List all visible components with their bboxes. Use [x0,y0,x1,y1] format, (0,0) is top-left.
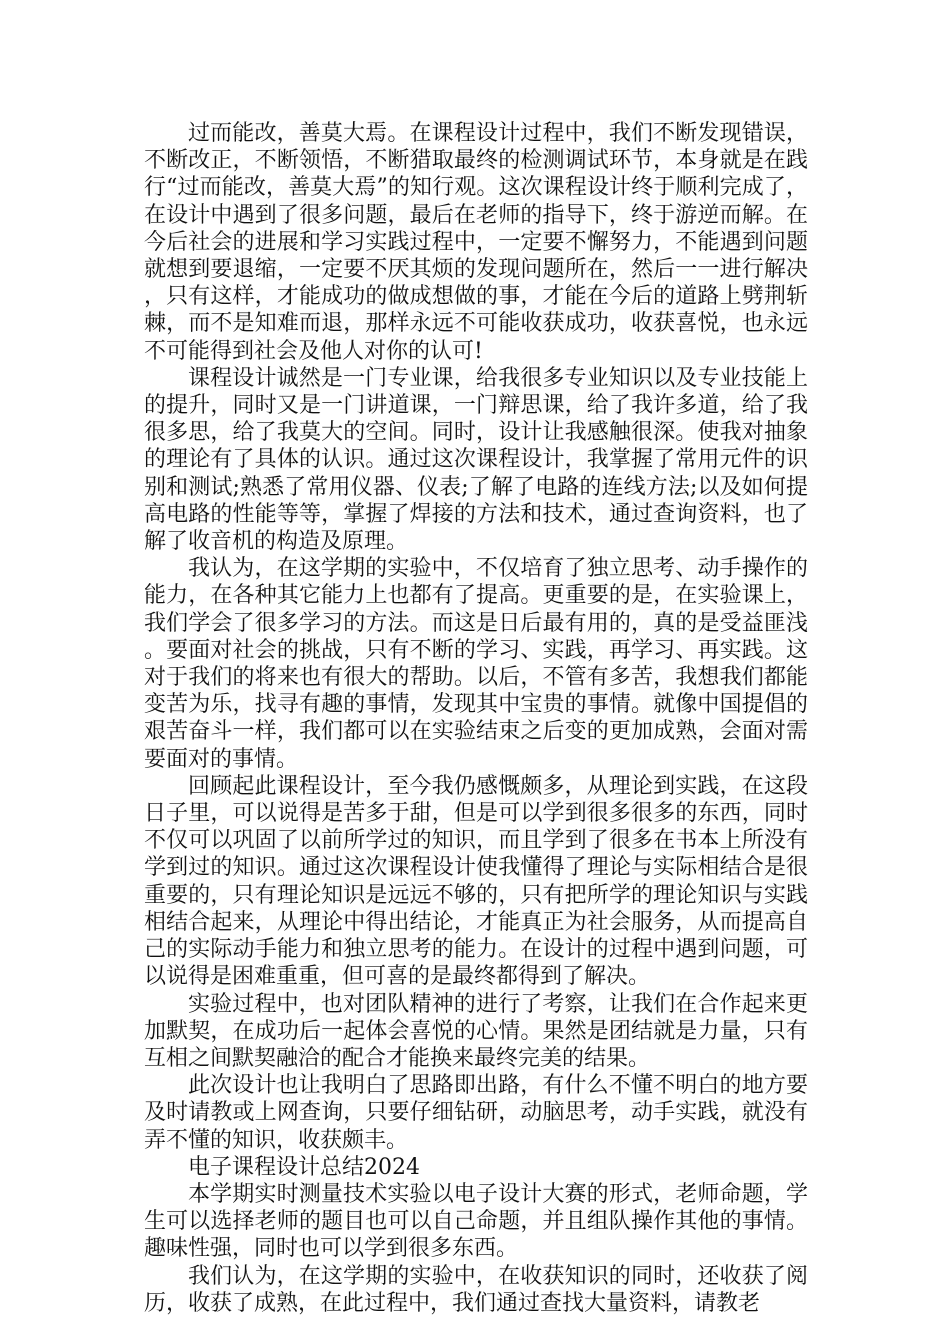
paragraph-7: 本学期实时测量技术实验以电子设计大赛的形式，老师命题，学生可以选择老师的题目也可以自己命题，并且组队操作其他的事情。趣味性强，同时也可以学到很多东西。 [144,1181,808,1262]
paragraph-4: 回顾起此课程设计，至今我仍感慨颇多，从理论到实践，在这段日子里，可以说得是苦多于甜，但是可以学到很多很多的东西，同时不仅可以巩固了以前所学过的知识，而且学到了很多在书本上所没有学到过的知识。通过这次课程设计使我懂得了理论与实际相结合是很重要的，只有理论知识是远远不够的，只有把所学的理论知识与实践相结合起来，从理论中得出结论，才能真正为社会服务，从而提高自己的实际动手能力和独立思考的能力。在设计的过程中遇到问题，可以说得是困难重重，但可喜的是最终都得到了解决。 [144,773,808,990]
paragraph-6: 此次设计也让我明白了思路即出路，有什么不懂不明白的地方要及时请教或上网查询，只要仔细钻研，动脑思考，动手实践，就没有弄不懂的知识，收获颇丰。 [144,1073,808,1153]
paragraph-8: 我们认为，在这学期的实验中，在收获知识的同时，还收获了阅历，收获了成熟，在此过程中，我们通过查找大量资料，请教老 [144,1263,808,1316]
paragraph-1: 过而能改，善莫大焉。在课程设计过程中，我们不断发现错误，不断改正，不断领悟，不断猎取最终的检测调试环节，本身就是在践行“过而能改，善莫大焉”的知行观。这次课程设计终于顺利完成了，在设计中遇到了很多问题，最后在老师的指导下，终于游逆而解。在今后社会的进展和学习实践过程中，一定要不懈努力，不能遇到问题就想到要退缩，一定要不厌其烦的发现问题所在，然后一一进行解决，只有这样，才能成功的做成想做的事，才能在今后的道路上劈荆斩棘，而不是知难而退，那样永远不可能收获成功，收获喜悦，也永远不可能得到社会及他人对你的认可! [144,121,808,364]
paragraph-2: 课程设计诚然是一门专业课，给我很多专业知识以及专业技能上的提升，同时又是一门讲道课，一门辩思课，给了我许多道，给了我很多思，给了我莫大的空间。同时，设计让我感触很深。使我对抽象的理论有了具体的认识。通过这次课程设计，我掌握了常用元件的识别和测试;熟悉了常用仪器、仪表;了解了电路的连线方法;以及如何提高电路的性能等等，掌握了焊接的方法和技术，通过查询资料，也了解了收音机的构造及原理。 [144,365,808,555]
paragraph-5: 实验过程中，也对团队精神的进行了考察，让我们在合作起来更加默契，在成功后一起体会喜悦的心情。果然是团结就是力量，只有互相之间默契融洽的配合才能换来最终完美的结果。 [144,991,808,1071]
document-body [144,120,808,1317]
paragraph-3: 我认为，在这学期的实验中，不仅培育了独立思考、动手操作的能力，在各种其它能力上也都有了提高。更重要的是，在实验课上，我们学会了很多学习的方法。而这是日后最有用的，真的是受益匪浅。要面对社会的挑战，只有不断的学习、实践，再学习、再实践。这对于我们的将来也有很大的帮助。以后，不管有多苦，我想我们都能变苦为乐，找寻有趣的事情，发现其中宝贵的事情。就像中国提倡的艰苦奋斗一样，我们都可以在实验结束之后变的更加成熟，会面对需要面对的事情。 [144,556,808,772]
section-title: 电子课程设计总结2024 [188,1154,420,1180]
